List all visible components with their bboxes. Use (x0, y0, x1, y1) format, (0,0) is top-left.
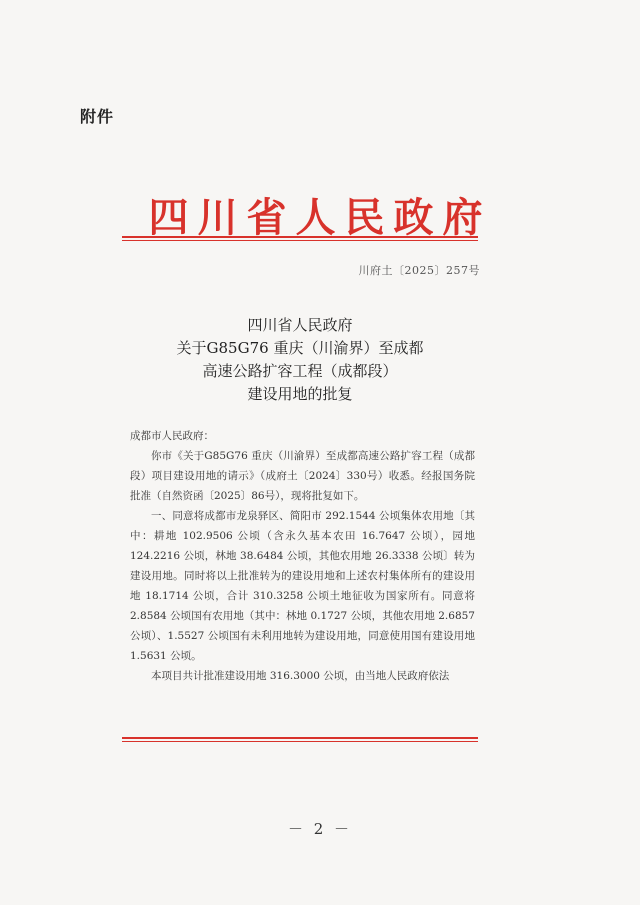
reply-title-line: 四川省人民政府 (247, 316, 353, 334)
reply-body (130, 426, 475, 686)
salutation: 成都市人民政府： (130, 430, 214, 442)
government-header-title: 四川省人民政府 (148, 194, 492, 241)
page-number: － 2 － (287, 820, 353, 838)
footer-red-rule-thin (122, 741, 478, 742)
body-paragraph: 你市《关于G85G76 重庆（川渝界）至成都高速公路扩容工程（成都段）项目建设用地的请示》（成府土〔2024〕330号）收悉。经报国务院批准（自然资函〔2025〕86号），现将批复如下。 (130, 450, 475, 502)
reply-title (120, 314, 480, 406)
body-paragraph: 一、同意将成都市龙泉驿区、简阳市 292.1544 公顷集体农用地〔其中：耕地 102.9506 公顷（含永久基本农田 16.7647 公顷），园地 124.2216 公顷，林地 38.6484 公顷，其他农用地 26.3338 公顷〕转为建设用地。同时将以上批准转为的建设用地和上述农村集体所有的建设用地 18.1714 公顷，合计 310.3258 公顷土地征收为国家所有。同意将 2.8584 公顷国有农用地（其中：林地 0.1727 公顷，其他农用地 2.6857 公顷）、1.5527 公顷国有未利用地转为建设用地，同意使用国有建设用地 1.5631 公顷。 (130, 510, 475, 662)
body-paragraph: 本项目共计批准建设用地 316.3000 公顷，由当地人民政府依法 (151, 670, 450, 682)
reply-title-line: 建设用地的批复 (247, 385, 353, 403)
document-number: 川府土〔2025〕257号 (358, 264, 480, 277)
reply-title-line: 关于G85G76 重庆（川渝界）至成都 (176, 339, 424, 357)
attachment-label: 附件 (80, 107, 115, 126)
reply-title-line: 高速公路扩容工程（成都段） (202, 362, 398, 380)
header-red-rule (122, 236, 478, 238)
footer-red-rule (122, 737, 478, 739)
header-red-rule-thin (122, 240, 478, 241)
